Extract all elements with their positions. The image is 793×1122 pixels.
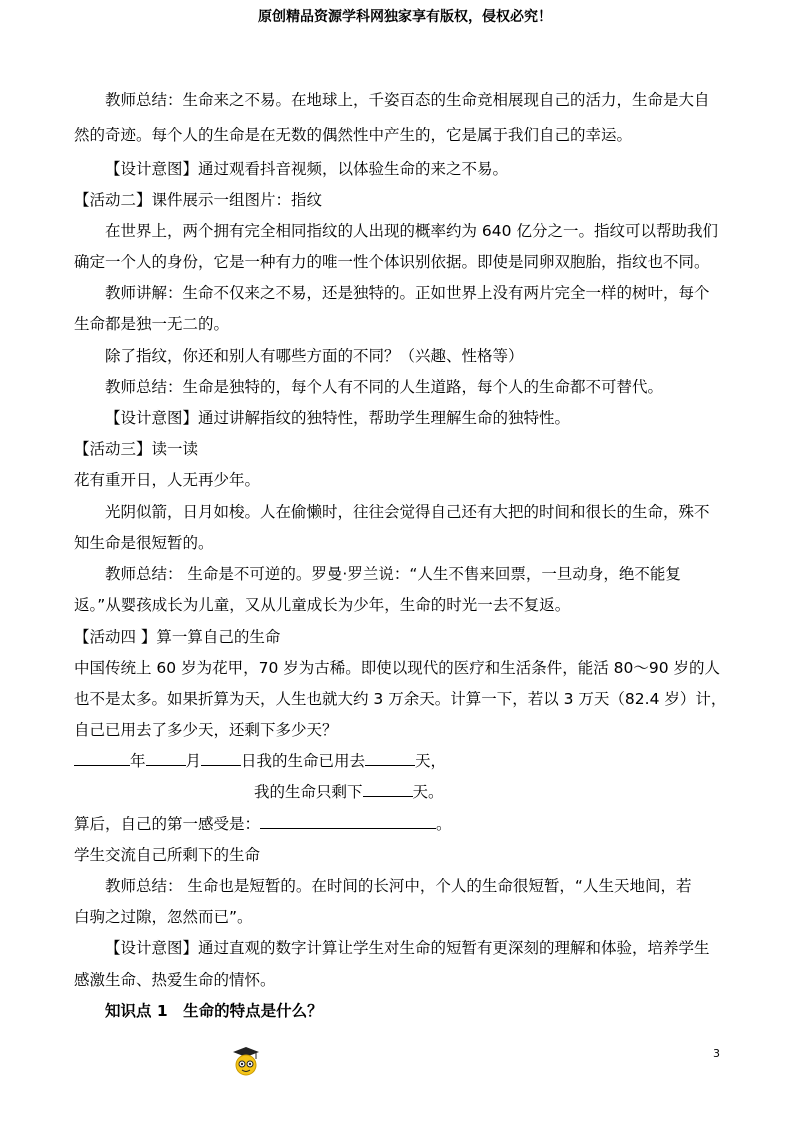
paragraph-line: 感激生命、热爱生命的情怀。 bbox=[74, 971, 276, 989]
paragraph-line: 花有重开日，人无再少年。 bbox=[74, 471, 261, 489]
paragraph-line: 教师讲解：生命不仅来之不易，还是独特的。正如世界上没有两片完全一样的树叶，每个 bbox=[105, 284, 710, 302]
activity-heading: 【活动三】读一读 bbox=[74, 440, 199, 458]
paragraph-line: 白驹之过隙，忽然而已”。 bbox=[74, 908, 253, 926]
blank-days-left[interactable] bbox=[363, 782, 413, 797]
blank-days-used[interactable] bbox=[365, 751, 415, 766]
page-number: 3 bbox=[713, 1047, 720, 1060]
paragraph-line: 中国传统上 60 岁为花甲，70 岁为古稀。即使以现代的医疗和生活条件，能活 80～90 岁的人 bbox=[74, 659, 721, 677]
design-intent-line: 【设计意图】通过直观的数字计算让学生对生命的短暂有更深刻的理解和体验，培养学生 bbox=[105, 939, 710, 957]
footer-copyright: 原创精品资源学科网独家享有版权，侵权必究！ bbox=[258, 9, 552, 25]
activity-heading: 【活动四 】算一算自己的生命 bbox=[74, 628, 281, 646]
paragraph-line: 在世界上，两个拥有完全相同指纹的人出现的概率约为 640 亿分之一。指纹可以帮助我们 bbox=[105, 222, 718, 240]
paragraph-line: 自己已用去了多少天，还剩下多少天？ bbox=[74, 721, 338, 739]
fill-in-line: 算后，自己的第一感受是： 。 bbox=[74, 815, 452, 833]
design-intent-line: 【设计意图】通过观看抖音视频，以体验生命的来之不易。 bbox=[105, 160, 509, 178]
blank-month[interactable] bbox=[146, 751, 186, 766]
paragraph-line: 教师总结： 生命是不可逆的。罗曼·罗兰说：“人生不售来回票，一旦动身，绝不能复 bbox=[105, 565, 681, 583]
paragraph-line: 教师总结： 生命也是短暂的。在时间的长河中，个人的生命很短暂，“人生天地间，若 bbox=[105, 877, 692, 895]
blank-year[interactable] bbox=[74, 751, 130, 766]
paragraph-line: 教师总结：生命来之不易。在地球上，千姿百态的生命竞相展现自己的活力，生命是大自 bbox=[105, 91, 710, 109]
paragraph-line: 也不是太多。如果折算为天，人生也就大约 3 万余天。计算一下，若以 3 万天（82.4 岁）计， bbox=[74, 690, 727, 708]
blank-day[interactable] bbox=[201, 751, 241, 766]
blank-first-feeling[interactable] bbox=[260, 814, 436, 829]
paragraph-line: 学生交流自己所剩下的生命 bbox=[74, 846, 261, 864]
fill-in-line: 我的生命只剩下 天。 bbox=[254, 783, 444, 801]
paragraph-line: 返。”从婴孩成长为儿童，又从儿童成长为少年，生命的时光一去不复返。 bbox=[74, 596, 571, 614]
knowledge-point-heading: 知识点 1 生命的特点是什么？ bbox=[105, 1002, 323, 1020]
mascot-logo-icon bbox=[232, 1046, 260, 1076]
paragraph-line: 确定一个人的身份，它是一种有力的唯一性个体识别依据。即使是同卵双胞胎，指纹也不同。 bbox=[74, 253, 710, 271]
paragraph-line: 生命都是独一无二的。 bbox=[74, 315, 230, 333]
paragraph-line: 除了指纹，你还和别人有哪些方面的不同？（兴趣、性格等） bbox=[105, 347, 524, 365]
paragraph-line: 知生命是很短暂的。 bbox=[74, 534, 214, 552]
activity-heading: 【活动二】课件展示一组图片：指纹 bbox=[74, 191, 323, 209]
fill-in-line: 年 月 日我的生命已用去 天， bbox=[74, 751, 446, 771]
paragraph-line: 光阴似箭，日月如梭。人在偷懒时，往往会觉得自己还有大把的时间和很长的生命，殊不 bbox=[105, 503, 710, 521]
paragraph-line: 然的奇迹。每个人的生命是在无数的偶然性中产生的，它是属于我们自己的幸运。 bbox=[74, 126, 633, 144]
paragraph-line: 教师总结：生命是独特的，每个人有不同的人生道路，每个人的生命都不可替代。 bbox=[105, 378, 664, 396]
design-intent-line: 【设计意图】通过讲解指纹的独特性，帮助学生理解生命的独特性。 bbox=[105, 409, 571, 427]
